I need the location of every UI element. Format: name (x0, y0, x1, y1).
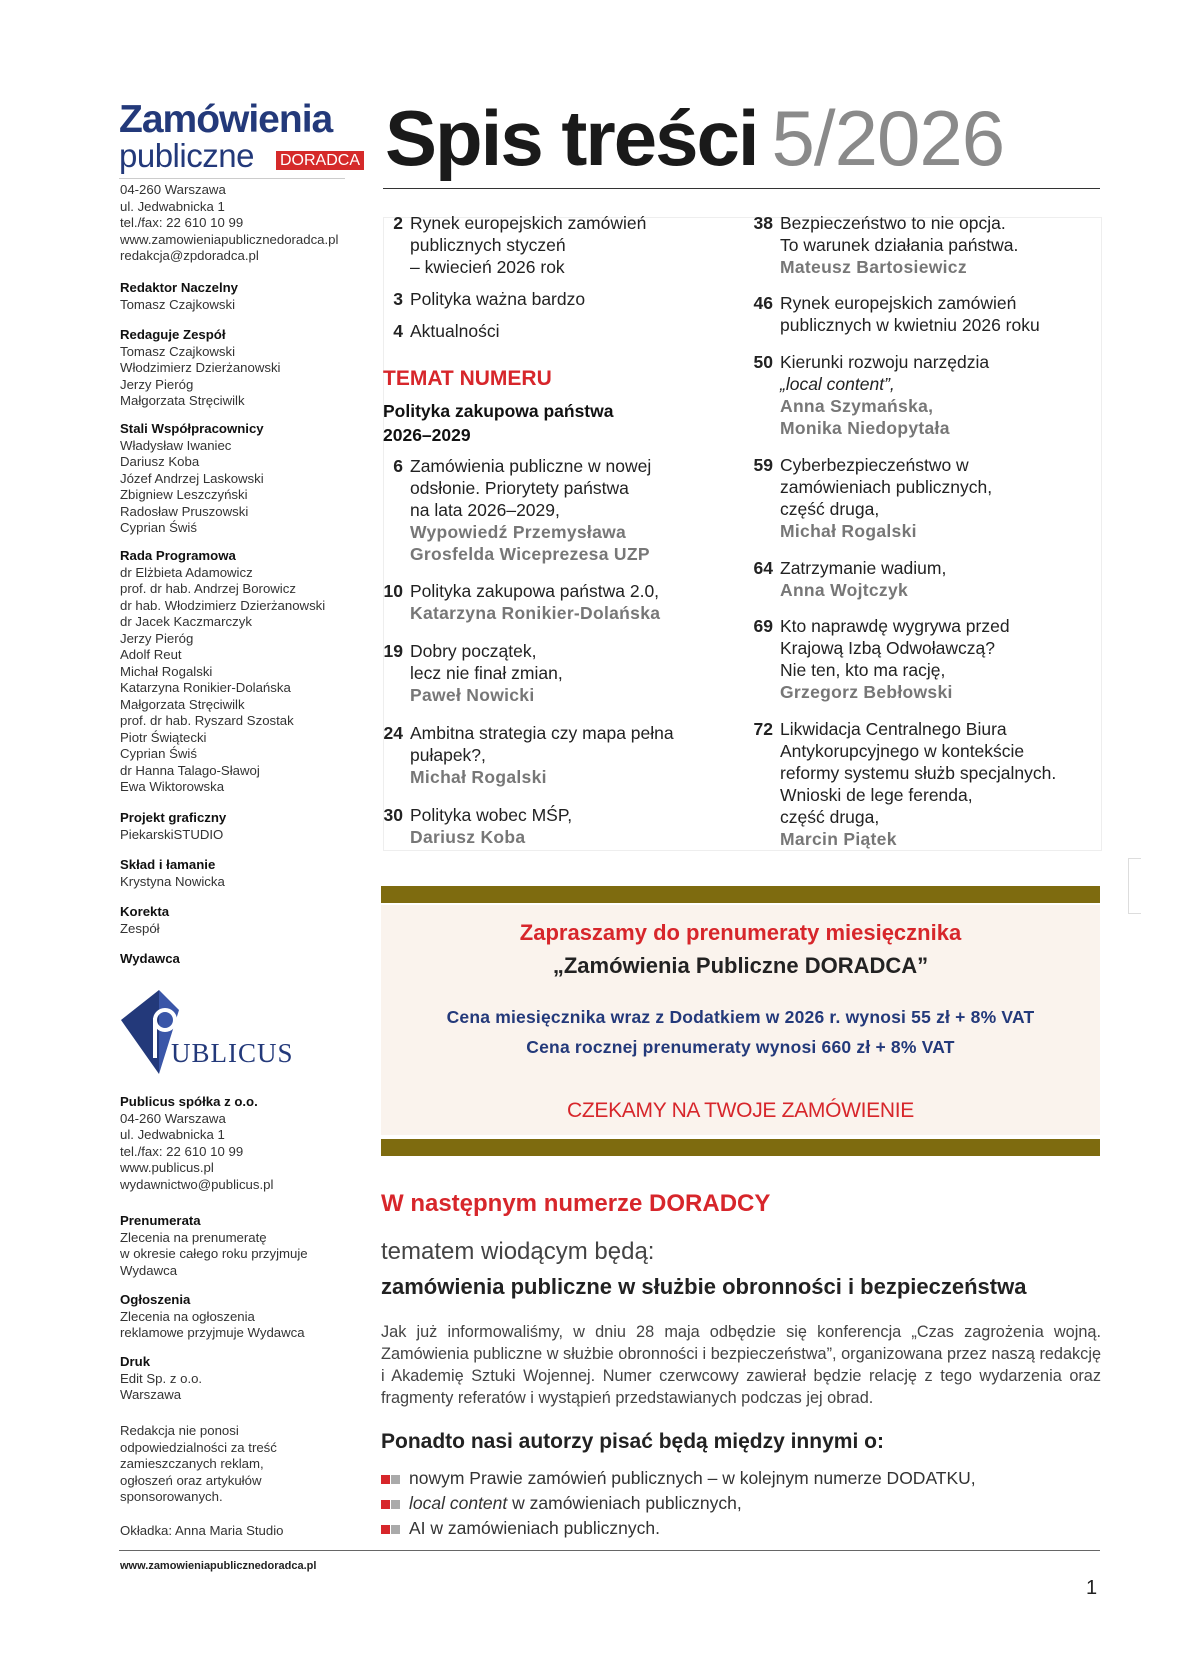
email-link[interactable]: redakcja@zpdoradca.pl (120, 248, 259, 263)
phone-line: tel./fax: 22 610 10 99 (120, 1143, 244, 1159)
toc-title-line: Polityka wobec MŚP, (410, 805, 573, 825)
toc-entry-text (410, 804, 572, 848)
typesetting-block (120, 857, 345, 890)
cover-credit: Okładka: Anna Maria Studio (120, 1523, 284, 1538)
toc-page-number: 59 (753, 455, 773, 475)
disclaimer (120, 1423, 345, 1506)
editorial-address (120, 182, 345, 265)
info-line: Zlecenia na ogłoszenia (120, 1308, 255, 1324)
info-line: Wydawca (120, 1262, 178, 1278)
theme-subtitle-line: Polityka zakupowa państwa (383, 401, 614, 421)
print-block (120, 1354, 345, 1404)
toc-page-number: 72 (753, 719, 773, 739)
toc-title-line: Antykorupcyjnego w kontekście (780, 741, 1025, 761)
info-line: Zlecenia na prenumeratę (120, 1229, 267, 1245)
next-issue-lead: tematem wiodącym będą: (381, 1238, 655, 1265)
address-line: ul. Jedwabnicka 1 (120, 198, 225, 214)
next-issue-heading: W następnym numerze DORADCY (381, 1190, 771, 1217)
toc-author: Mateusz Bartosiewicz (780, 257, 967, 277)
section-title: Stali Współpracownicy (120, 421, 264, 436)
section-title: Druk (120, 1354, 151, 1369)
person-name: dr Elżbieta Adamowicz (120, 564, 253, 580)
toc-title-line: Nie ten, kto ma rację, (780, 660, 946, 680)
next-issue-more-heading: Ponadto nasi autorzy pisać będą między innymi o: (381, 1430, 884, 1453)
person-name: Włodzimierz Dzierżanowski (120, 360, 281, 375)
toc-page-number: 64 (753, 558, 773, 578)
theme-heading: TEMAT NUMERU (383, 367, 552, 390)
toc-author: Monika Niedopytała (780, 418, 950, 438)
title-divider (383, 188, 1100, 189)
page-number: 1 (1086, 1577, 1098, 1599)
person-name: Zbigniew Leszczyński (120, 487, 248, 502)
toc-title-line: część druga, (780, 807, 880, 827)
person-name: Piotr Świątecki (120, 729, 207, 745)
toc-page-number: 69 (753, 616, 773, 636)
toc-page-number: 4 (393, 321, 403, 341)
person-name: Władysław Iwaniec (120, 437, 232, 453)
publisher-block (120, 1094, 345, 1193)
person-name: Adolf Reut (120, 647, 182, 662)
address-line: 04-260 Warszawa (120, 1110, 226, 1126)
subscription-invite: Zapraszamy do prenumeraty miesięcznika (519, 920, 962, 945)
toc-author: Grosfelda Wiceprezesa UZP (410, 544, 650, 564)
toc-title-line: Rynek europejskich zamówień (410, 213, 647, 233)
website-link[interactable]: www.zamowieniapublicznedoradca.pl (120, 231, 339, 247)
theme-subtitle-line: 2026–2029 (383, 425, 471, 445)
person-name: Józef Andrzej Laskowski (120, 470, 264, 486)
toc-author: Marcin Piątek (780, 829, 897, 849)
collaborators-block (120, 421, 345, 537)
toc-title-line: Bezpieczeństwo to nie opcja. (780, 213, 1006, 233)
olive-band-bottom (381, 1139, 1100, 1156)
person-name: Michał Rogalski (120, 663, 213, 679)
address-line: 04-260 Warszawa (120, 182, 226, 197)
toc-title-line: Dobry początek, (410, 641, 537, 661)
person-name: Cyprian Świś (120, 746, 197, 761)
toc-page-number: 50 (753, 352, 773, 372)
editor-in-chief-block (120, 280, 345, 313)
section-title: Wydawca (120, 951, 180, 966)
toc-author: Michał Rogalski (410, 767, 547, 787)
toc-page-number: 6 (393, 456, 403, 476)
toc-entry-text (780, 212, 1018, 278)
section-title: Korekta (120, 904, 170, 919)
toc-title-line: Polityka ważna bardzo (410, 289, 586, 309)
toc-title-line: Krajową Izbą Odwoławczą? (780, 638, 995, 658)
section-title: Projekt graficzny (120, 810, 227, 825)
issue-number: 5/2026 (771, 94, 1005, 182)
design-block (120, 810, 345, 843)
toc-author: Dariusz Koba (410, 827, 526, 847)
toc-title-line: lecz nie finał zmian, (410, 663, 563, 683)
toc-entry-text (410, 580, 660, 624)
logo-divider (119, 178, 345, 179)
email-link[interactable]: wydawnictwo@publicus.pl (120, 1176, 274, 1192)
page-edge-tab (1128, 858, 1141, 914)
person-name: Małgorzata Stręciwilk (120, 696, 245, 712)
person-name: Cyprian Świś (120, 520, 197, 535)
website-link[interactable]: www.publicus.pl (120, 1160, 214, 1175)
bullet-text: nowym Prawie zamówień publicznych – w kolejnym numerze DODATKU, (409, 1468, 976, 1488)
section-title: Ogłoszenia (120, 1292, 191, 1307)
olive-band-top (381, 886, 1100, 903)
person-name: Radosław Pruszowski (120, 503, 249, 519)
info-line: reklamowe przyjmuje Wydawca (120, 1325, 305, 1340)
next-issue-body: Jak już informowaliśmy, w dniu 28 maja odbędzie się konferencja „Czas zagrożenia wojną. Zamówienia publiczne w służbie obronności i bezpieczeństwa”, organizowana przez naszą redakcję i Akademię Sztuki Wojennej. Numer czerwcowy zawierał będzie relację z tego wydarzenia oraz fragmenty referatów i wystąpień przedstawianych podczas jej obrad. (381, 1323, 1101, 1407)
toc-author: Wypowiedź Przemysława (410, 522, 627, 542)
toc-entry-text (780, 351, 989, 439)
toc-title-line: odsłonie. Priorytety państwa (410, 478, 629, 498)
annual-price: Cena rocznej prenumeraty wynosi 660 zł + 8% VAT (526, 1037, 955, 1057)
section-title: Rada Programowa (120, 548, 236, 563)
toc-title-line: To warunek działania państwa. (780, 235, 1019, 255)
page-title (385, 88, 1004, 188)
toc-title-line: „local content”, (780, 374, 895, 394)
person-name: dr Hanna Talago-Sławoj (120, 762, 260, 778)
ads-block (120, 1292, 345, 1342)
person-name: Małgorzata Stręciwilk (120, 393, 245, 408)
toc-title-line: Wnioski de lege ferenda, (780, 785, 973, 805)
theme-subtitle (383, 399, 613, 447)
toc-title-line: pułapek?, (410, 745, 486, 765)
toc-title-line: Zatrzymanie wadium, (780, 558, 947, 578)
toc-entry-text (410, 212, 646, 278)
section-title: Redaktor Naczelny (120, 280, 238, 295)
topic-bullet (381, 1518, 660, 1539)
person-name: Tomasz Czajkowski (120, 296, 236, 312)
bullet-text: AI w zamówieniach publicznych. (409, 1518, 660, 1538)
toc-page-number: 19 (383, 641, 403, 661)
person-name: dr Jacek Kaczmarczyk (120, 614, 252, 629)
toc-author: Katarzyna Ronikier-Dolańska (410, 603, 661, 623)
section-title: Skład i łamanie (120, 857, 216, 872)
bullet-square-icon (391, 1475, 400, 1484)
publicus-logo (119, 990, 294, 1080)
address-line: ul. Jedwabnicka 1 (120, 1127, 225, 1142)
toc-page-number: 46 (753, 293, 773, 313)
toc-title-line: zamówieniach publicznych, (780, 477, 993, 497)
toc-entry-text (780, 718, 1056, 850)
magazine-logo-subtitle: publiczne (119, 137, 254, 174)
bullet-square-icon (381, 1525, 390, 1534)
person-name: Katarzyna Ronikier-Dolańska (120, 680, 291, 695)
monthly-price: Cena miesięcznika wraz z Dodatkiem w 2026 r. wynosi 55 zł + 8% VAT (446, 1007, 1035, 1027)
magazine-logo-badge: DORADCA (276, 151, 364, 170)
footer-website-link[interactable]: www.zamowieniapublicznedoradca.pl (120, 1560, 317, 1572)
toc-title-line: Cyberbezpieczeństwo w (780, 455, 969, 475)
info-line: w okresie całego roku przyjmuje (120, 1246, 308, 1261)
person-name: Krystyna Nowicka (120, 873, 225, 889)
disclaimer-line: ogłoszeń oraz artykułów (120, 1472, 262, 1488)
toc-entry-text (780, 454, 992, 542)
toc-title-line: publicznych w kwietniu 2026 roku (780, 315, 1040, 335)
toc-author: Paweł Nowicki (410, 685, 535, 705)
toc-author: Michał Rogalski (780, 521, 917, 541)
disclaimer-line: Redakcja nie ponosi (120, 1423, 239, 1438)
toc-title-line: Likwidacja Centralnego Biura (780, 719, 1007, 739)
order-cta[interactable]: CZEKAMY NA TWOJE ZAMÓWIENIE (567, 1099, 914, 1122)
subscription-info-block (120, 1213, 345, 1279)
toc-author: Anna Szymańska, (780, 396, 934, 416)
bullet-text: w zamówieniach publicznych, (507, 1493, 742, 1513)
toc-title-line: Polityka zakupowa państwa 2.0, (410, 581, 660, 601)
section-title: Publicus spółka z o.o. (120, 1094, 258, 1109)
disclaimer-line: sponsorowanych. (120, 1489, 223, 1504)
toc-title-line: Kto naprawdę wygrywa przed (780, 616, 1010, 636)
toc-entry-text (780, 557, 946, 601)
person-name: Ewa Wiktorowska (120, 779, 225, 794)
toc-title-line: Kierunki rozwoju narzędzia (780, 352, 990, 372)
proofreading-block (120, 904, 345, 937)
toc-title-line: Zamówienia publiczne w nowej (410, 456, 652, 476)
publicus-wordmark: UBLICUS (171, 1038, 294, 1068)
toc-entry-text (780, 615, 1010, 703)
person-name: Jerzy Pieróg (120, 376, 194, 392)
toc-page-number: 3 (393, 289, 403, 309)
next-issue-topic: zamówienia publiczne w służbie obronności i bezpieczeństwa (381, 1274, 1027, 1299)
publisher-label (120, 951, 345, 968)
footer-divider (119, 1550, 1100, 1551)
toc-author: Grzegorz Bebłowski (780, 682, 953, 702)
toc-author: Anna Wojtczyk (780, 580, 909, 600)
person-name: Zespół (120, 920, 160, 936)
toc-entry-text (410, 640, 563, 706)
toc-title-line: na lata 2026–2029, (410, 500, 560, 520)
toc-entry-text (780, 292, 1040, 336)
toc-title-line: Ambitna strategia czy mapa pełna (410, 723, 674, 743)
person-name: Dariusz Koba (120, 454, 200, 469)
toc-title-line: część druga, (780, 499, 880, 519)
studio-name: PiekarskiSTUDIO (120, 826, 224, 842)
bullet-square-icon (391, 1525, 400, 1534)
toc-title-line: reformy systemu służb specjalnych. (780, 763, 1057, 783)
topic-bullet (381, 1468, 976, 1489)
toc-page-number: 30 (383, 805, 403, 825)
toc-title-line: Rynek europejskich zamówień (780, 293, 1017, 313)
bullet-text-italic: local content (409, 1493, 508, 1513)
toc-page-number: 2 (393, 213, 403, 233)
toc-page-number: 38 (753, 213, 773, 233)
toc-entry-text (410, 455, 651, 565)
toc-title-line: publicznych styczeń (410, 235, 566, 255)
person-name: prof. dr hab. Ryszard Szostak (120, 713, 294, 728)
topic-bullet (381, 1493, 742, 1514)
disclaimer-line: zamieszczanych reklam, (120, 1456, 264, 1471)
person-name: dr hab. Włodzimierz Dzierżanowski (120, 597, 326, 613)
editorial-team-block (120, 327, 345, 410)
person-name: Jerzy Pieróg (120, 630, 194, 646)
title-text: Spis treści (385, 94, 758, 182)
subscription-magazine-name: „Zamówienia Publiczne DORADCA” (552, 953, 929, 978)
toc-page-number: 10 (383, 581, 403, 601)
program-council-block (120, 548, 345, 796)
toc-title-line: Aktualności (410, 321, 500, 341)
magazine-logo-title: Zamówienia (119, 98, 333, 141)
printer-city: Warszawa (120, 1387, 182, 1402)
bullet-square-icon (381, 1475, 390, 1484)
disclaimer-line: odpowiedzialności za treść (120, 1439, 277, 1455)
section-title: Prenumerata (120, 1213, 201, 1228)
person-name: prof. dr hab. Andrzej Borowicz (120, 581, 296, 596)
printer-name: Edit Sp. z o.o. (120, 1370, 203, 1386)
bullet-square-icon (391, 1500, 400, 1509)
toc-title-line: – kwiecień 2026 rok (410, 257, 565, 277)
toc-entry-text (410, 722, 674, 788)
phone-line: tel./fax: 22 610 10 99 (120, 215, 244, 230)
bullet-square-icon (381, 1500, 390, 1509)
section-title: Redaguje Zespół (120, 327, 226, 342)
toc-page-number: 24 (383, 723, 403, 743)
person-name: Tomasz Czajkowski (120, 343, 236, 359)
